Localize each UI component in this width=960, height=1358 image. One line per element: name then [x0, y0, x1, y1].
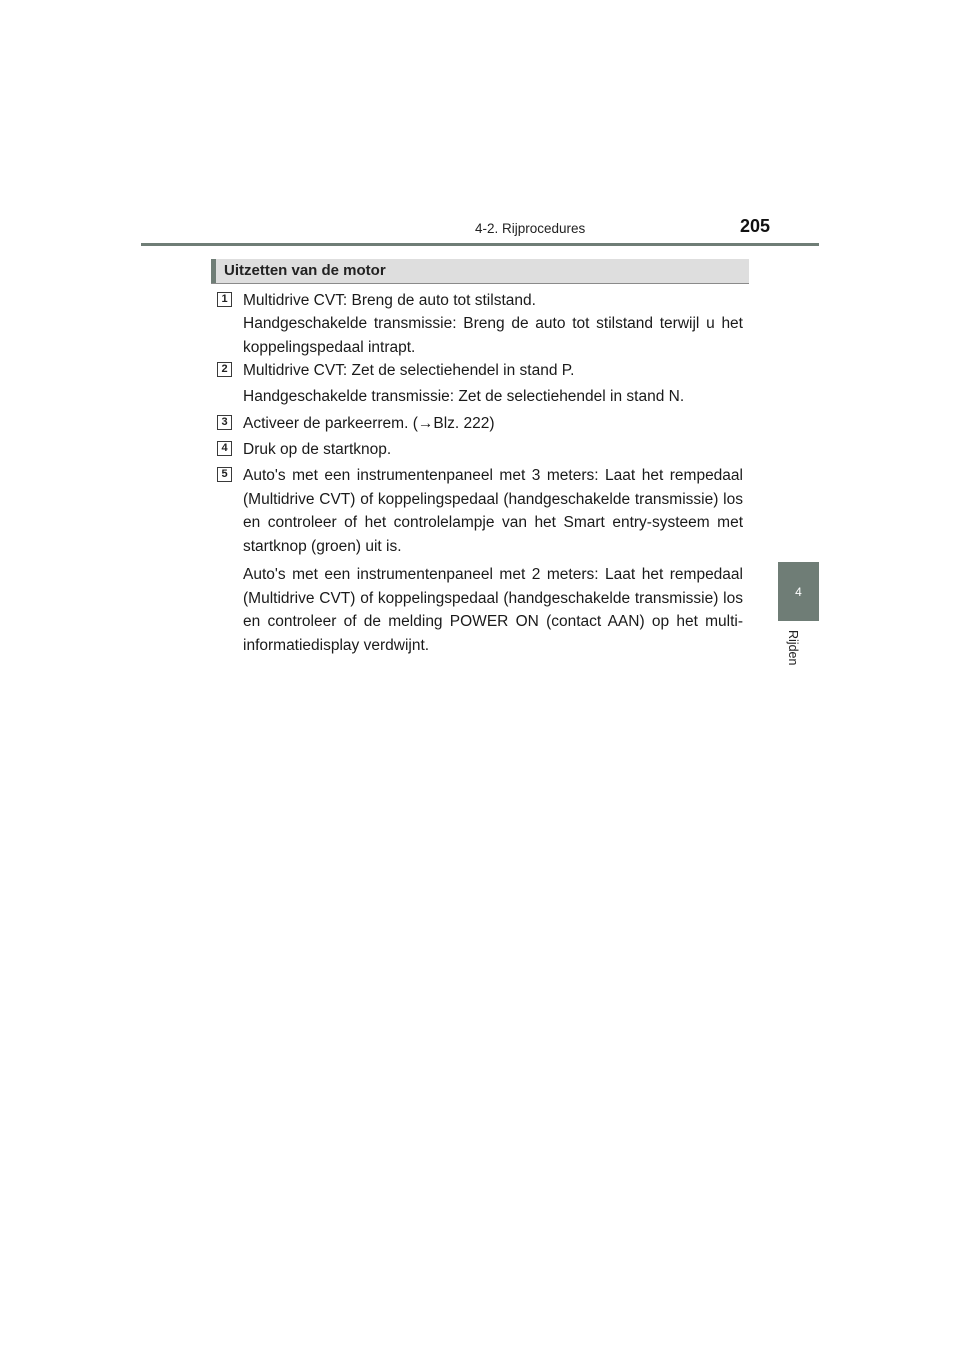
step-2-text-a: Multidrive CVT: Zet de selectiehendel in stand P.	[243, 362, 575, 379]
page-number: 205	[740, 216, 771, 236]
step-4-text: Druk op de startknop.	[243, 441, 392, 458]
step-1-text-a: Multidrive CVT: Breng de auto tot stilstand.	[243, 292, 536, 309]
step-number-badge: 1	[217, 292, 232, 307]
step-number-badge: 3	[217, 415, 232, 430]
section-heading-bar	[211, 259, 749, 284]
step-1-text-b: Handgeschakelde transmissie: Breng de auto tot stilstand terwijl u het koppelingspedaal intrapt.	[243, 315, 743, 356]
section-title: Uitzetten van de motor	[224, 262, 386, 279]
step-number-badge: 4	[217, 441, 232, 456]
step-5-text-a: Auto's met een instrumentenpaneel met 3 meters: Laat het rempedaal (Multidrive CVT) of koppelingspedaal (handgeschakelde transmissie) los en controleer of het controlelampje van het Smart entry-systeem met startknop (groen) uit is.	[243, 467, 743, 555]
chapter-label: Rijden	[786, 630, 800, 666]
step-2-text-b: Handgeschakelde transmissie: Zet de selectiehendel in stand N.	[243, 388, 685, 405]
header-section-title: 4-2. Rijprocedures	[475, 221, 586, 236]
header-divider	[141, 243, 819, 246]
step-3-text: Activeer de parkeerrem. (→Blz. 222)	[243, 415, 495, 432]
chapter-number: 4	[795, 584, 802, 599]
step-number-badge: 5	[217, 467, 232, 482]
chapter-tab	[778, 562, 819, 621]
step-5-text-b: Auto's met een instrumentenpaneel met 2 meters: Laat het rempedaal (Multidrive CVT) of koppelingspedaal (handgeschakelde transmissie) los en controleer of de melding POWER ON (contact AAN) op het multi-informatiedisplay verdwijnt.	[243, 566, 743, 654]
step-number-badge: 2	[217, 362, 232, 377]
